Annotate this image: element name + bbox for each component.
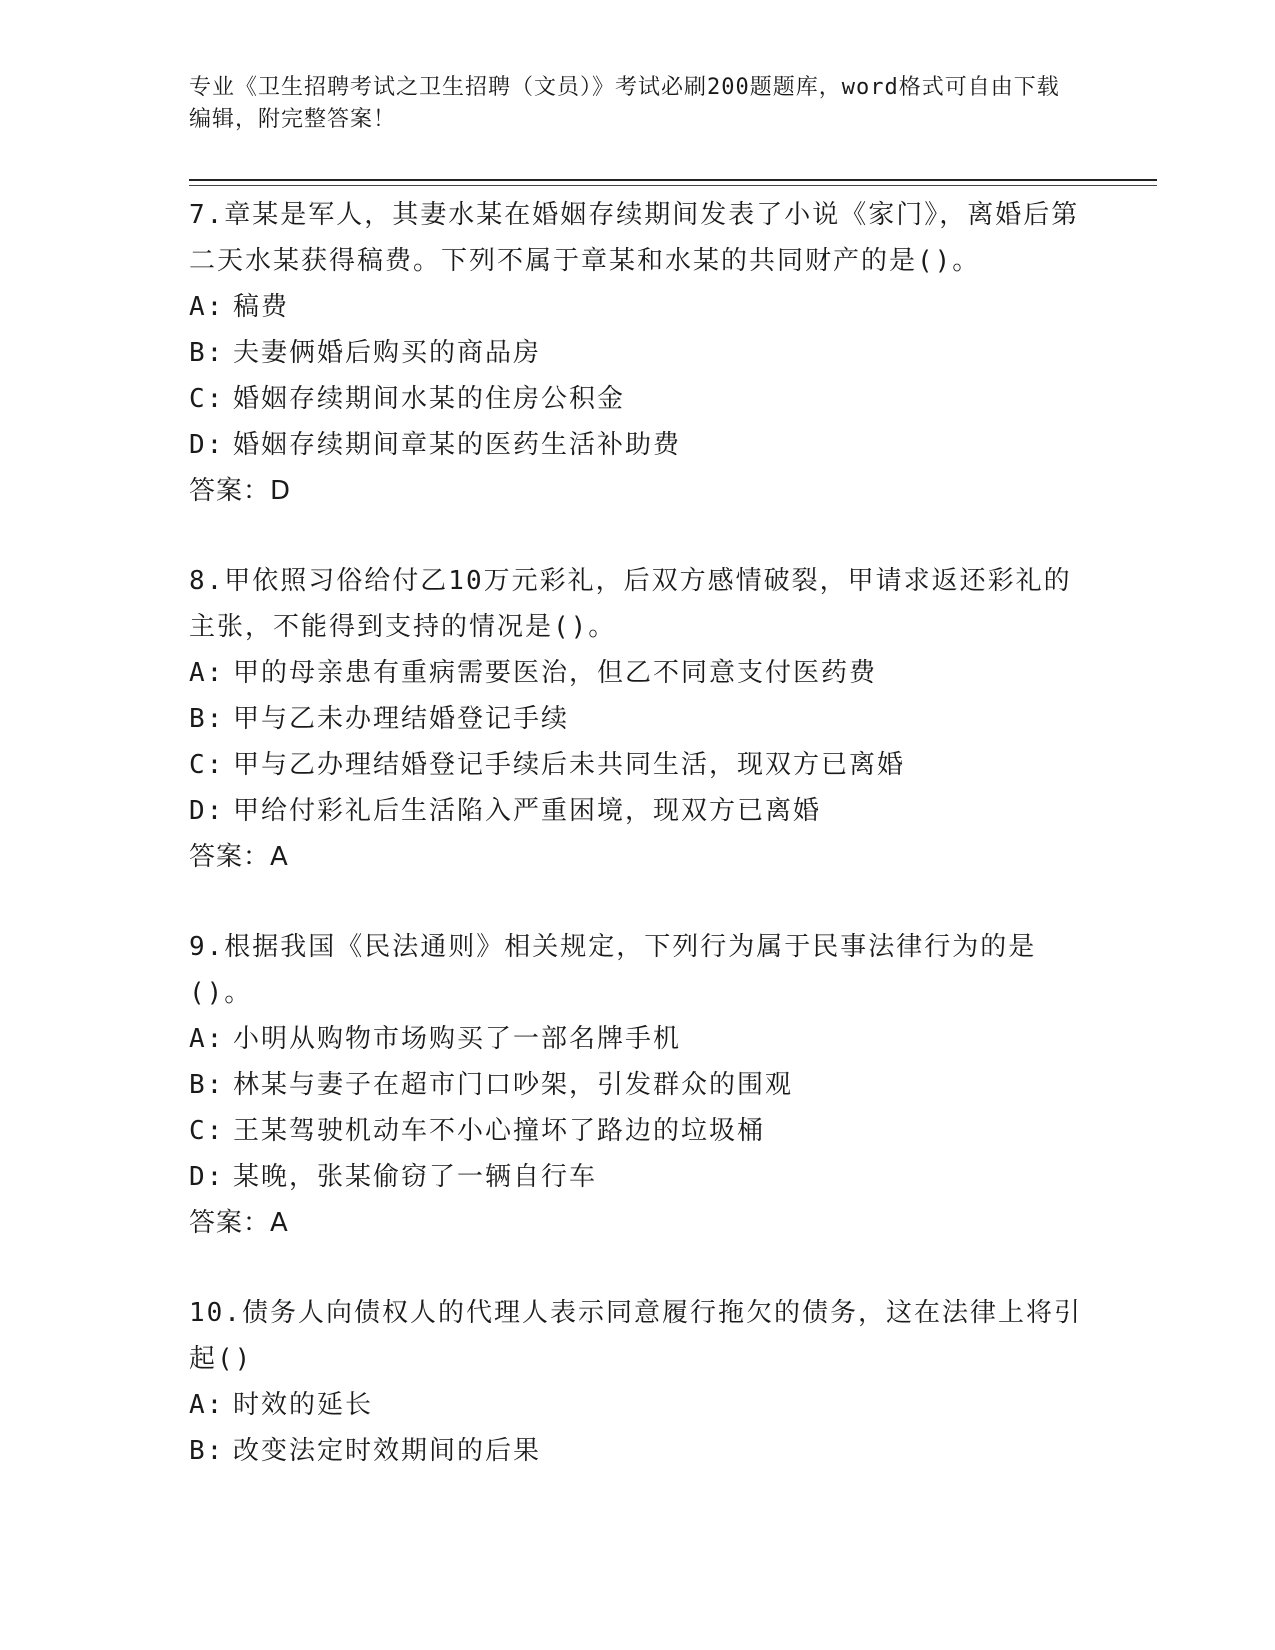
option-text: 婚姻存续期间水某的住房公积金 <box>233 384 626 414</box>
option-text: 甲给付彩礼后生活陷入严重困境，现双方已离婚 <box>233 796 822 826</box>
option-text: 时效的延长 <box>233 1390 374 1420</box>
option-text: 夫妻俩婚后购买的商品房 <box>233 338 542 368</box>
option-key: D: <box>189 796 225 826</box>
option-text: 小明从购物市场购买了一部名牌手机 <box>233 1024 682 1054</box>
option-b <box>189 1062 1089 1108</box>
option-key: C: <box>189 1116 225 1146</box>
option-d <box>189 1154 1089 1200</box>
option-key: C: <box>189 750 225 780</box>
header-rule-thick <box>189 179 1157 181</box>
option-text: 稿费 <box>233 292 290 322</box>
question-7 <box>189 192 1089 514</box>
option-key: B: <box>189 1436 225 1466</box>
option-c <box>189 376 1089 422</box>
option-d <box>189 788 1089 834</box>
answer-line: 答案：A <box>189 842 289 872</box>
option-key: A: <box>189 1390 225 1420</box>
option-d <box>189 422 1089 468</box>
option-c <box>189 742 1089 788</box>
option-text: 改变法定时效期间的后果 <box>233 1436 542 1466</box>
option-text: 甲的母亲患有重病需要医治，但乙不同意支付医药费 <box>233 658 878 688</box>
option-c <box>189 1108 1089 1154</box>
question-spacer <box>189 880 1089 924</box>
option-text: 王某驾驶机动车不小心撞坏了路边的垃圾桶 <box>233 1116 766 1146</box>
option-a <box>189 1382 1089 1428</box>
question-stem: 8.甲依照习俗给付乙10万元彩礼，后双方感情破裂，甲请求返还彩礼的主张，不能得到支持的情况是()。 <box>189 566 1072 642</box>
question-list <box>189 192 1089 1474</box>
answer-line: 答案：A <box>189 1208 289 1238</box>
option-a <box>189 650 1089 696</box>
option-key: C: <box>189 384 225 414</box>
question-spacer <box>189 514 1089 558</box>
option-b <box>189 1428 1089 1474</box>
document-header: 专业《卫生招聘考试之卫生招聘（文员）》考试必刷200题题库，word格式可自由下载编辑，附完整答案！ <box>189 75 1060 132</box>
question-stem: 7.章某是军人，其妻水某在婚姻存续期间发表了小说《家门》，离婚后第二天水某获得稿费。下列不属于章某和水某的共同财产的是()。 <box>189 200 1080 276</box>
option-key: A: <box>189 1024 225 1054</box>
option-key: A: <box>189 658 225 688</box>
option-text: 林某与妻子在超市门口吵架，引发群众的围观 <box>233 1070 794 1100</box>
option-key: A: <box>189 292 225 322</box>
header-rule-thin <box>189 185 1157 186</box>
question-spacer <box>189 1246 1089 1290</box>
question-stem: 9.根据我国《民法通则》相关规定，下列行为属于民事法律行为的是()。 <box>189 932 1037 1008</box>
question-9 <box>189 924 1089 1246</box>
option-text: 婚姻存续期间章某的医药生活补助费 <box>233 430 682 460</box>
option-key: D: <box>189 430 225 460</box>
question-stem: 10.债务人向债权人的代理人表示同意履行拖欠的债务，这在法律上将引起() <box>189 1298 1082 1374</box>
option-text: 某晚，张某偷窃了一辆自行车 <box>233 1162 598 1192</box>
option-b <box>189 696 1089 742</box>
option-key: B: <box>189 1070 225 1100</box>
option-b <box>189 330 1089 376</box>
option-key: B: <box>189 338 225 368</box>
option-text: 甲与乙未办理结婚登记手续 <box>233 704 570 734</box>
option-text: 甲与乙办理结婚登记手续后未共同生活，现双方已离婚 <box>233 750 906 780</box>
option-key: B: <box>189 704 225 734</box>
question-10 <box>189 1290 1089 1474</box>
question-8 <box>189 558 1089 880</box>
option-key: D: <box>189 1162 225 1192</box>
answer-line: 答案：D <box>189 476 292 506</box>
option-a <box>189 284 1089 330</box>
option-a <box>189 1016 1089 1062</box>
